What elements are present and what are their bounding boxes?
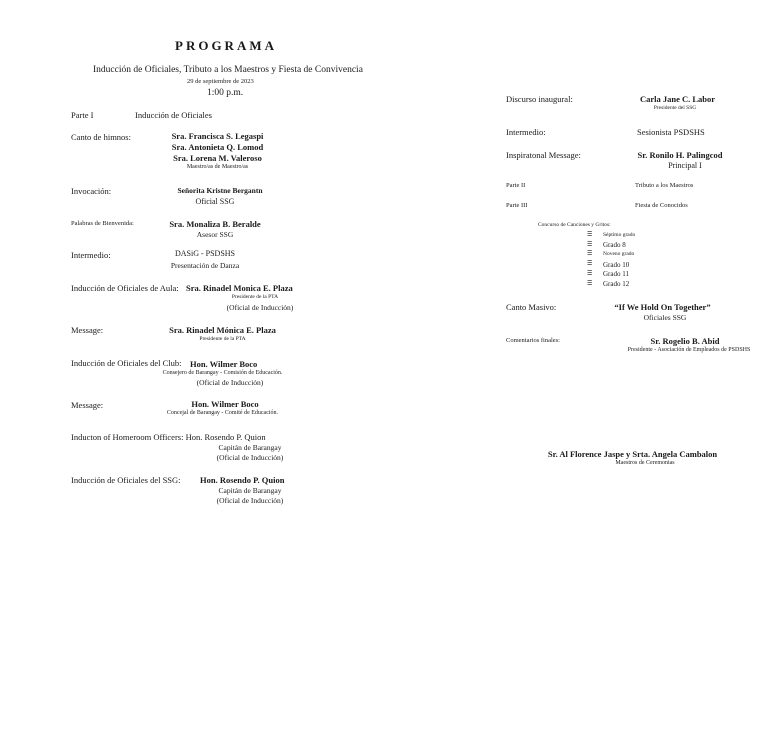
- classroom-name: Sra. Rinadel Monica E. Plaza: [186, 283, 293, 293]
- classroom-role-2: (Oficial de Inducción): [226, 303, 294, 312]
- welcome-role: Asesor SSG: [196, 230, 234, 239]
- message1-role: Presidente de la PTA: [199, 336, 246, 342]
- event-subtitle: Inducción de Oficiales, Tributo a los Maestros y Fiesta de Convivencia: [93, 65, 363, 75]
- contest-item-4: Grado 10: [603, 261, 630, 269]
- message1-label: Message:: [71, 325, 104, 335]
- closing-name: Sr. Rogelio B. Abid: [650, 336, 720, 346]
- homeroom-label: Inducton of Homeroom Officers: Hon. Rosendo P. Quion: [71, 432, 266, 442]
- part1-label: Parte I: [71, 110, 94, 120]
- page-title: PROGRAMA: [175, 38, 277, 53]
- list-bullet: ☰: [587, 261, 593, 267]
- list-bullet: ☰: [587, 281, 593, 287]
- homeroom-role: Capitán de Barangay: [218, 443, 282, 452]
- ssg-role: Capitán de Barangay: [218, 486, 282, 495]
- contest-label: Concurso de Canciones y Gritos:: [538, 222, 611, 228]
- mass-song-label: Canto Masivo:: [506, 302, 557, 312]
- list-bullet: ☰: [587, 271, 593, 277]
- opening-role: Presidente del SSG: [653, 105, 697, 111]
- closing-label: Comentarios finales:: [506, 337, 560, 344]
- inspirational-role: Principal I: [668, 161, 702, 170]
- part2-title: Tributo a los Maestros: [635, 182, 694, 189]
- contest-item-2: Grado 8: [603, 241, 626, 249]
- interlude-name: DASiG - PSDSHS: [174, 249, 236, 258]
- welcome-name: Sra. Monaliza B. Beralde: [169, 219, 261, 229]
- inspirational-name: Sr. Ronilo H. Palingcod: [637, 150, 723, 160]
- opening-name: Carla Jane C. Labor: [639, 94, 716, 104]
- inspirational-label: Inspiratonal Message:: [506, 150, 581, 160]
- club-role-2: (Oficial de Inducción): [196, 378, 264, 387]
- club-name: Hon. Wilmer Boco: [190, 359, 258, 369]
- list-bullet: ☰: [587, 242, 593, 248]
- contest-item-3: Noveno grado: [603, 251, 635, 257]
- invocation-label: Invocación:: [71, 186, 112, 196]
- contest-item-6: Grado 12: [603, 280, 630, 288]
- right-interlude-value: Sesionista PSDSHS: [637, 127, 705, 137]
- event-date: 29 de septiembre de 2023: [187, 78, 254, 85]
- hymn-name-1: Sra. Francisca S. Legaspi: [171, 131, 264, 141]
- right-interlude-label: Intermedio:: [506, 127, 546, 137]
- opening-label: Discurso inaugural:: [506, 94, 573, 104]
- ssg-name: Hon. Rosendo P. Quion: [200, 475, 285, 485]
- ssg-role-2: (Oficial de Inducción): [216, 496, 284, 505]
- part2-label: Parte II: [506, 182, 526, 189]
- mass-song-title: “If We Hold On Together”: [614, 302, 711, 312]
- interlude-label: Intermedio:: [71, 250, 111, 260]
- classroom-label: Inducción de Oficiales de Aula:: [71, 283, 179, 293]
- list-bullet: ☰: [587, 251, 593, 257]
- welcome-label: Palabras de Bienvenida:: [71, 220, 134, 227]
- list-bullet: ☰: [587, 232, 593, 238]
- part3-label: Parte III: [506, 202, 528, 209]
- mass-song-role: Oficiales SSG: [643, 313, 687, 322]
- ssg-label: Inducción de Oficiales del SSG:: [71, 475, 181, 485]
- homeroom-role-2: (Oficial de Inducción): [216, 453, 284, 462]
- invocation-role: Oficial SSG: [195, 197, 235, 206]
- interlude-role: Presentación de Danza: [170, 261, 240, 270]
- hymn-label: Canto de himnos:: [71, 132, 131, 142]
- invocation-name: Señorita Kristne Bergantn: [177, 186, 263, 195]
- emcee-role: Maestros de Ceremonias: [615, 460, 675, 466]
- message2-role: Concejal de Barangay - Comité de Educación.: [166, 410, 279, 416]
- club-label: Inducción de Oficiales del Club:: [71, 358, 182, 368]
- part3-title: Fiesta de Conocidos: [635, 202, 688, 209]
- classroom-role: Presidente de la PTA: [231, 294, 279, 300]
- hymn-role: Maestro/as de Maestro/as: [186, 164, 249, 170]
- event-time: 1:00 p.m.: [207, 88, 244, 98]
- hymn-name-2: Sra. Antonieta Q. Lomod: [171, 142, 264, 152]
- message1-name: Sra. Rinadel Mónica E. Plaza: [169, 325, 276, 335]
- message2-name: Hon. Wilmer Boco: [191, 399, 259, 409]
- message2-label: Message:: [71, 400, 104, 410]
- part1-title: Inducción de Oficiales: [135, 110, 212, 120]
- contest-item-1: Séptimo grado: [603, 232, 636, 238]
- emcee-names: Sr. Al Florence Jaspe y Srta. Angela Cambalon: [547, 449, 718, 459]
- hymn-name-3: Sra. Lorena M. Valeroso: [173, 153, 262, 163]
- contest-item-5: Grado 11: [603, 270, 629, 278]
- club-role: Consejero de Barangay - Comisión de Educación.: [162, 370, 283, 376]
- closing-role: Presidente - Asociación de Empleados de PSDSHS: [627, 347, 751, 353]
